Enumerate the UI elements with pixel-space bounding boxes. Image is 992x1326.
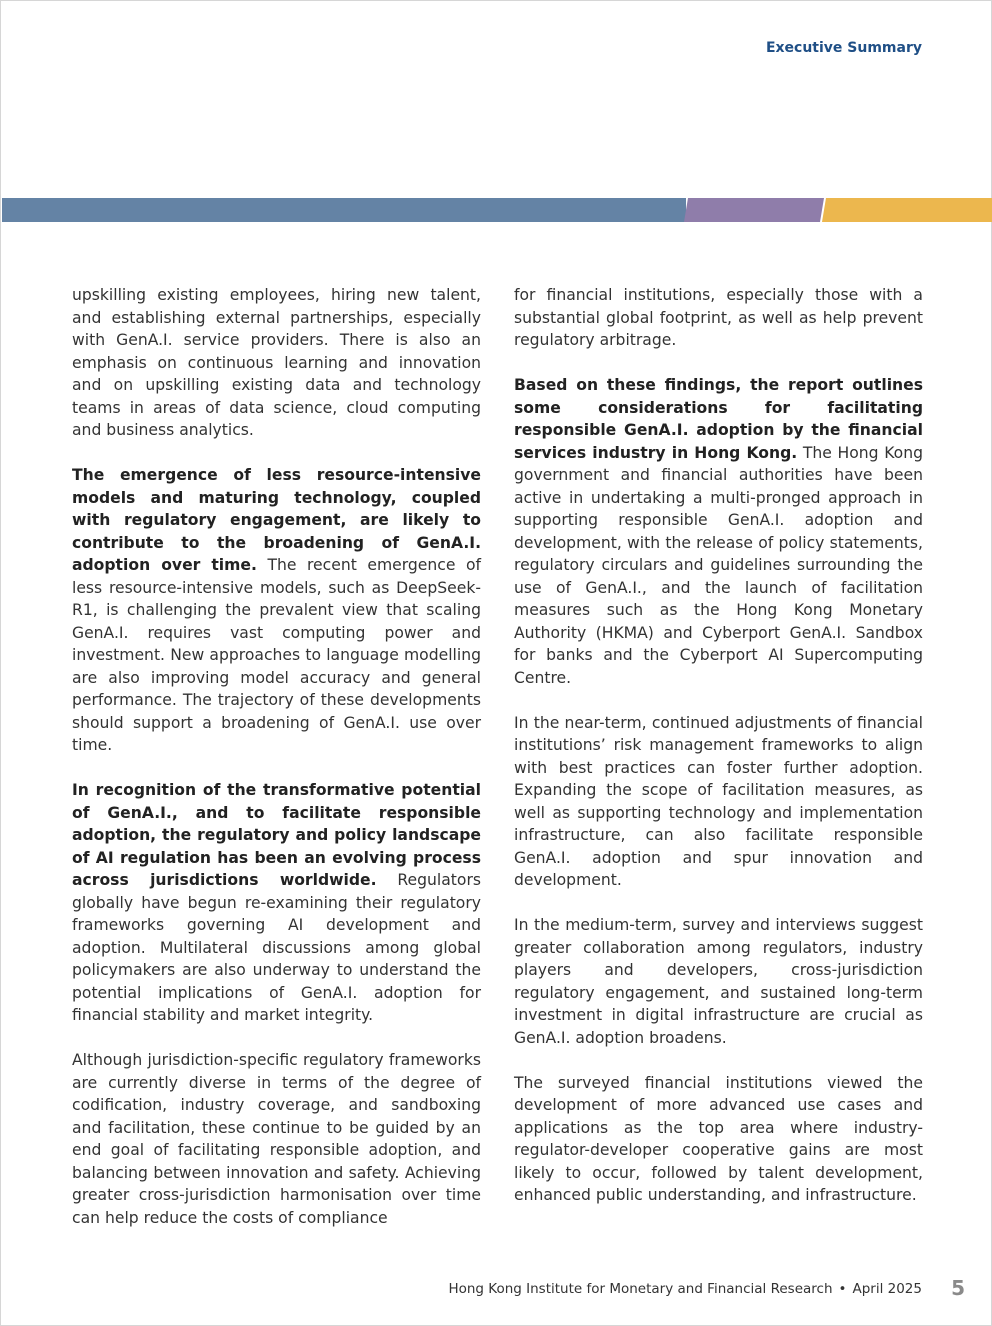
footer-bullet: •	[838, 1281, 847, 1297]
left-paragraph-3-body: Regulators globally have begun re-examining their regulatory frameworks governing AI development and adoption. Multilateral discussions among global policymakers are also underway to understand the potential implications of GenA.I. adoption for financial stability and market integrity.	[72, 871, 481, 1024]
section-label: Executive Summary	[765, 40, 922, 56]
left-paragraph-2	[72, 464, 481, 757]
band-blue-segment	[2, 198, 686, 222]
right-paragraph-1: for financial institutions, especially those with a substantial global footprint, as well as help prevent regulatory arbitrage.	[514, 286, 923, 349]
right-paragraph-2	[514, 374, 923, 689]
right-paragraph-2-body: The Hong Kong government and financial authorities have been active in undertaking a multi-pronged approach in supporting responsible GenA.I. adoption and development, with the release of policy statements, regulatory circulars and guidelines surrounding the use of GenA.I., and the launch of facilitation measures such as the Hong Kong Monetary Authority (HKMA) and Cyberport GenA.I. Sandbox for banks and the Cyberport AI Supercomputing Centre.	[514, 443, 923, 687]
left-column	[72, 284, 481, 1252]
footer-publisher: Hong Kong Institute for Monetary and Financial Research	[448, 1281, 833, 1297]
header-color-band	[2, 198, 992, 222]
band-purple-segment	[684, 198, 824, 222]
footer	[448, 1281, 922, 1297]
right-paragraph-4: In the medium-term, survey and interviews suggest greater collaboration among regulators, industry players and developers, cross-jurisdiction regulatory engagement, and sustained long-term investment in digital infrastructure are crucial as GenA.I. adoption broadens.	[514, 916, 923, 1047]
right-paragraph-3: In the near-term, continued adjustments of financial institutions’ risk management frameworks to align with best practices can foster further adoption. Expanding the scope of facilitation measures, as well as supporting technology and implementation infrastructure, can also facilitate responsible GenA.I. adoption and spur innovation and development.	[514, 713, 923, 889]
left-paragraph-3	[72, 779, 481, 1027]
left-paragraph-3-lead: In recognition of the transformative potential of GenA.I., and to facilitate responsible adoption, the regulatory and policy landscape of AI regulation has been an evolving process across jurisdictions worldwide.	[72, 781, 481, 889]
right-column	[514, 284, 923, 1229]
left-paragraph-2-lead: The emergence of less resource-intensive models and maturing technology, coupled with regulatory engagement, are likely to contribute to the broadening of GenA.I. adoption over time.	[72, 466, 481, 574]
page-number: 5	[951, 1276, 965, 1300]
right-paragraph-5: The surveyed financial institutions viewed the development of more advanced use cases and applications as the top area where industry-regulator-developer cooperative gains are most likely to occur, followed by talent development, enhanced public understanding, and infrastructure.	[514, 1073, 923, 1204]
left-paragraph-4: Although jurisdiction-specific regulatory frameworks are currently diverse in terms of the degree of codification, industry coverage, and sandboxing and facilitation, these continue to be guided by an end goal of facilitating responsible adoption, and balancing between innovation and safety. Achieving greater cross-jurisdiction harmonisation over time can help reduce the costs of compliance	[72, 1051, 481, 1227]
left-paragraph-2-body: The recent emergence of less resource-intensive models, such as DeepSeek-R1, is challenging the prevalent view that scaling GenA.I. requires vast computing power and investment. New approaches to language modelling are also improving model accuracy and general performance. The trajectory of these developments should support a broadening of GenA.I. use over time.	[72, 556, 481, 754]
right-paragraph-2-lead: Based on these findings, the report outlines some considerations for facilitating responsible GenA.I. adoption by the financial services industry in Hong Kong.	[514, 376, 923, 462]
band-yellow-segment	[822, 198, 992, 222]
footer-date: April 2025	[852, 1281, 922, 1297]
left-paragraph-1: upskilling existing employees, hiring new talent, and establishing external partnerships, especially with GenA.I. service providers. There is also an emphasis on continuous learning and innovation and on upskilling existing data and technology teams in areas of data science, cloud computing and business analytics.	[72, 286, 481, 439]
